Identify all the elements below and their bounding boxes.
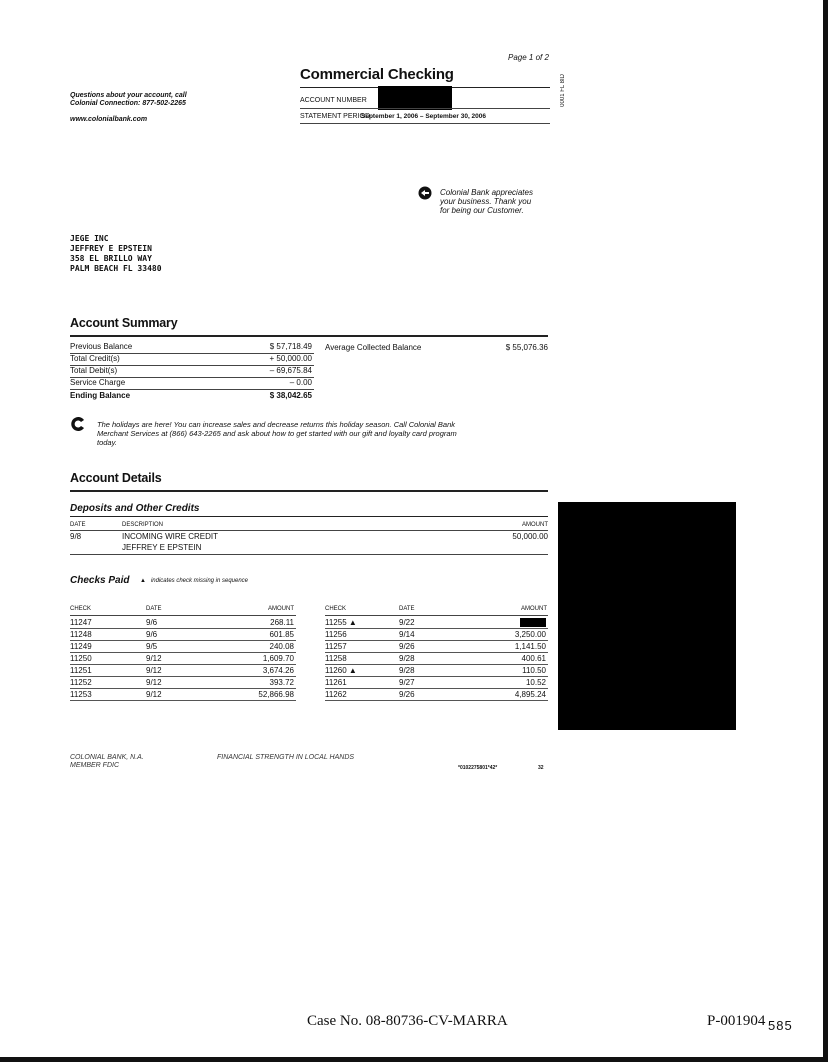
check-date: 9/12 [146,666,162,675]
footer-barcode-text: *0102275801*42* [458,765,498,771]
check-number-header: CHECK [70,606,92,612]
deposit-description-header: DESCRIPTION [122,522,164,528]
check-date: 9/6 [146,618,158,627]
check-date: 9/26 [399,690,415,699]
check-row [70,617,296,629]
check-date: 9/22 [399,618,415,627]
promo-line-3: today. [97,438,117,447]
deposits-title: Deposits and Other Credits [70,503,200,514]
statement-period-value: September 1, 2006 – September 30, 2006 [361,113,487,120]
average-balance-value: $ 55,076.36 [505,343,548,352]
missing-check-note [140,578,248,584]
thanks-line-2: your business. Thank you [440,197,532,206]
deposits-rule [70,516,548,517]
thanks-line-1: Colonial Bank appreciates [440,188,533,197]
check-amount: 393.72 [269,678,294,687]
check-date-header: DATE [399,606,415,612]
check-date: 9/26 [399,642,415,651]
check-row [325,665,548,677]
summary-value: $ 38,042.65 [269,391,312,400]
page-border-right [823,0,828,1062]
account-details-title: Account Details [70,471,162,485]
check-amount: 3,674.26 [262,666,294,675]
check-row [325,689,548,701]
summary-label: Service Charge [70,378,126,387]
statement-period-label: STATEMENT PERIOD [300,113,371,120]
check-row [70,653,296,665]
contact-line-1: Questions about your account, call [70,92,187,99]
check-row [70,629,296,641]
account-rule [300,108,550,109]
check-number: 11250 [70,654,92,663]
account-number-redaction [378,86,452,110]
check-date: 9/28 [399,654,415,663]
deposit-originator: JEFFREY E EPSTEIN [122,543,202,552]
check-date: 9/6 [146,630,158,639]
promo-line-2: Merchant Services at (866) 643-2265 and ask about how to get started with our gift and loyalty card program [97,429,457,438]
check-row [325,629,548,641]
check-date: 9/27 [399,678,415,687]
deposit-amount: 50,000.00 [512,532,548,541]
check-number: 11249 [70,642,92,651]
summary-value: $ 57,718.49 [269,342,312,351]
bates-suffix: 585 [768,1018,793,1033]
check-date: 9/14 [399,630,415,639]
check-amount: 601.85 [269,630,294,639]
deposit-end-rule [70,554,548,555]
side-code: 0001 FL 8ID [560,74,566,107]
check-number: 11256 [325,630,347,639]
summary-value: – 69,675.84 [269,366,312,375]
check-date: 9/5 [146,642,158,651]
check-number: 11257 [325,642,347,651]
footer-bank-name: COLONIAL BANK, N.A. [70,754,144,761]
check-row [325,641,548,653]
mailing-address [70,234,162,274]
summary-label: Ending Balance [70,391,131,400]
bank-website: www.colonialbank.com [70,116,148,123]
colonial-c-logo-icon [70,416,86,432]
deposit-amount-header: AMOUNT [522,522,548,528]
check-row [70,665,296,677]
footer-slogan: FINANCIAL STRENGTH IN LOCAL HANDS [217,754,355,761]
bates-number: P-001904 [707,1013,766,1029]
check-number: 11255 ▲ [325,618,357,627]
check-row [325,617,548,629]
footer-fdic: MEMBER FDIC [70,762,119,769]
check-amount: 268.11 [270,618,294,627]
check-row [70,641,296,653]
check-number: 11258 [325,654,347,663]
check-date-header: DATE [146,606,162,612]
check-amount: 1,609.70 [262,654,294,663]
page-number: Page 1 of 2 [508,53,549,62]
deposit-date: 9/8 [70,532,82,541]
statement-title: Commercial Checking [300,66,454,83]
check-number: 11253 [70,690,92,699]
address-line: PALM BEACH FL 33480 [70,264,162,273]
check-amount-header: AMOUNT [521,606,547,612]
check-number: 11252 [70,678,92,687]
check-header-rule [70,615,296,616]
promo-message [97,420,537,447]
check-date: 9/12 [146,678,162,687]
footer-bank [70,754,144,770]
address-line: JEGE INC [70,234,109,243]
check-number: 11247 [70,618,92,627]
check-amount: 4,895.24 [514,690,546,699]
check-amount: 240.08 [269,642,294,651]
check-number: 11260 ▲ [325,666,357,675]
contact-info [70,92,187,108]
deposit-date-header: DATE [70,522,86,528]
footer-number: 32 [538,765,544,771]
promo-line-1: The holidays are here! You can increase sales and decrease returns this holiday season. Call Colonial Bank [97,420,455,429]
average-balance-label: Average Collected Balance [325,343,422,352]
check-date: 9/28 [399,666,415,675]
check-amount: 1,141.50 [514,642,546,651]
check-date: 9/12 [146,654,162,663]
check-amount: 52,866.98 [258,690,294,699]
summary-label: Previous Balance [70,342,133,351]
account-number-label: ACCOUNT NUMBER [300,97,367,104]
check-amount: 10.52 [525,678,546,687]
summary-label: Total Credit(s) [70,354,120,363]
missing-check-triangle-icon: ▲ [140,578,146,584]
check-amount: 400.61 [521,654,546,663]
check-amount: 3,250.00 [514,630,546,639]
check-number: 11251 [70,666,92,675]
deposit-description: INCOMING WIRE CREDIT [122,532,218,541]
check-amount-redaction [520,618,546,627]
address-line: JEFFREY E EPSTEIN [70,244,152,253]
check-row [70,689,296,701]
summary-value: – 0.00 [289,378,312,387]
summary-value: + 50,000.00 [269,354,312,363]
redaction-block [558,502,736,730]
summary-row-ending [70,390,314,402]
checks-paid-title: Checks Paid [70,575,130,586]
check-number: 11262 [325,690,347,699]
check-amount: 110.50 [522,666,546,675]
contact-line-2: Colonial Connection: 877-502-2265 [70,100,186,107]
check-number-header: CHECK [325,606,347,612]
colonial-logo-icon [418,186,432,200]
check-amount-header: AMOUNT [268,606,294,612]
details-rule [70,490,548,492]
thanks-message [440,188,533,215]
missing-check-text: indicates check missing in sequence [150,578,249,584]
summary-rule [70,335,548,337]
page-border-bottom [0,1057,828,1062]
check-number: 11261 [325,678,347,687]
summary-row [70,377,314,390]
check-header-rule [325,615,548,616]
thanks-line-3: for being our Customer. [440,206,524,215]
deposit-header-rule [70,530,548,531]
check-number: 11248 [70,630,92,639]
summary-label: Total Debit(s) [70,366,118,375]
check-row [325,677,548,689]
period-rule [300,123,550,124]
check-row [70,677,296,689]
check-date: 9/12 [146,690,162,699]
case-number: Case No. 08-80736-CV-MARRA [307,1013,508,1029]
address-line: 358 EL BRILLO WAY [70,254,152,263]
check-row [325,653,548,665]
account-summary-title: Account Summary [70,316,178,330]
